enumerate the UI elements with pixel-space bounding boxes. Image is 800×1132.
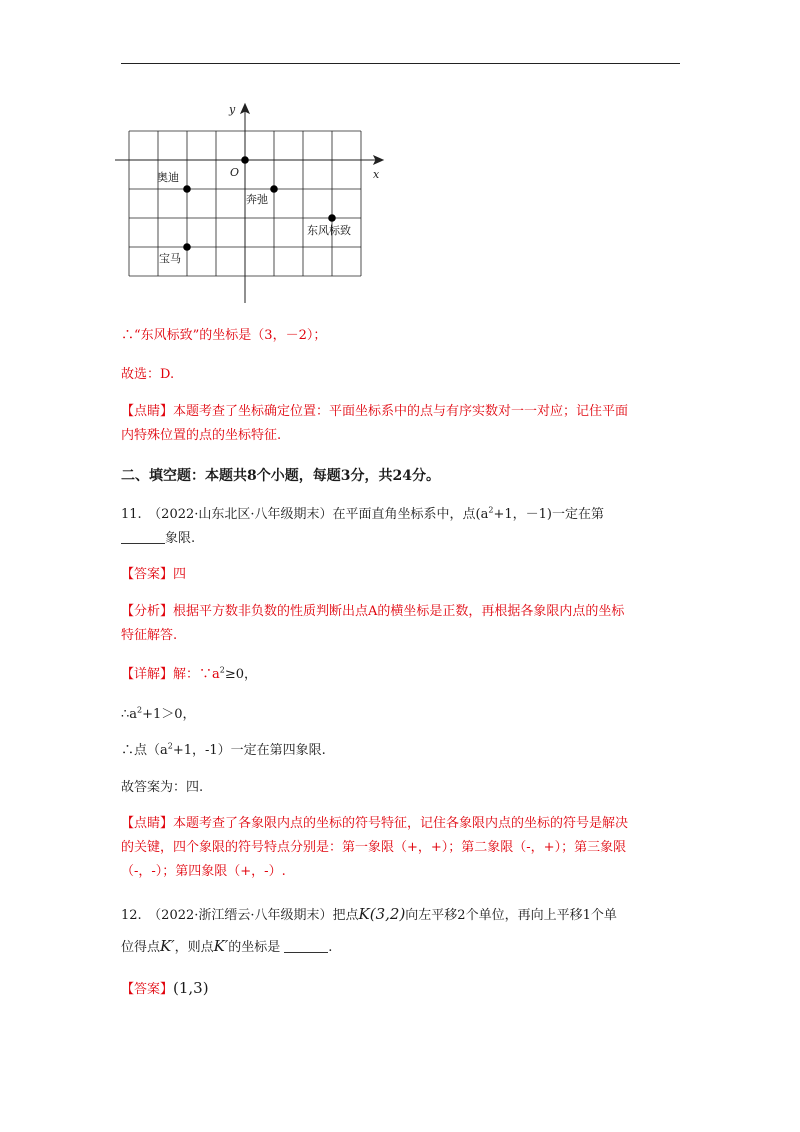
- question-11-sup: 2: [488, 505, 494, 515]
- answer-blank-12[interactable]: [284, 938, 328, 953]
- remark-q10: [121, 400, 681, 448]
- point-label: 宝马: [159, 252, 181, 265]
- remark-q11: [121, 812, 681, 884]
- detail-11-l1-post: ≥0，: [224, 667, 258, 682]
- point-label: 奥迪: [157, 171, 179, 184]
- detail-11-sup2: 2: [137, 705, 143, 715]
- point-dot: [328, 214, 336, 222]
- point-label: 东风标致: [307, 224, 351, 237]
- analysis-11-line1: 【分析】根据平方数非负数的性质判断出点A的横坐标是正数，再根据各象限内点的坐标: [121, 604, 625, 619]
- question-12-l2-mid: ，则点: [174, 940, 214, 955]
- detail-11-l2-post: +1＞0，: [142, 707, 196, 722]
- remark-q10-line2: 内特殊位置的点的坐标特征.: [121, 428, 282, 443]
- answer-blank[interactable]: [121, 529, 165, 544]
- axis-x-label: x: [373, 168, 380, 181]
- origin-label: O: [230, 166, 240, 179]
- question-12-line1: [121, 902, 681, 928]
- answer-11: 【答案】四: [121, 567, 187, 582]
- question-11-line2: [121, 527, 681, 551]
- point-dot: [183, 243, 191, 251]
- question-11-tail: 象限.: [165, 531, 196, 546]
- remark-q11-line2: 的关键，四个象限的符号特点分别是：第一象限（+，+）；第二象限（-，+）；第三象限: [121, 840, 627, 855]
- question-12-suffix: 向左平移2个单位，再向上平移1个单: [405, 908, 617, 923]
- section-heading: 二、填空题：本题共8个小题，每题3分，共24分。: [121, 468, 440, 484]
- question-12-kprime: K′: [160, 937, 175, 955]
- header-rule: [121, 63, 680, 64]
- remark-q10-line1: 【点睛】本题考查了坐标确定位置：平面坐标系中的点与有序实数对一一对应；记住平面: [121, 404, 629, 419]
- remark-q11-line1: 【点睛】本题考查了各象限内点的坐标的符号特征，记住各象限内点的坐标的符号是解决: [121, 816, 629, 831]
- question-11-prefix: 11. （2022·山东北区·八年级期末）在平面直角坐标系中，点(a: [121, 507, 489, 522]
- question-12-prefix: 12. （2022·浙江缙云·八年级期末）把点: [121, 908, 359, 923]
- detail-11-line3: [121, 741, 326, 761]
- point-dot: [270, 185, 278, 193]
- question-11-suffix: +1，－1)一定在第: [493, 507, 604, 522]
- detail-11-l3-post: +1，-1）一定在第四象限.: [172, 743, 326, 758]
- coordinate-grid: [115, 98, 395, 310]
- question-12-l2-post: 的坐标是: [228, 940, 281, 955]
- question-12-l2-pre: 位得点: [121, 940, 161, 955]
- question-12-kprime-2: K′: [213, 937, 229, 955]
- detail-11-sup3: 2: [167, 741, 173, 751]
- axis-y-label: y: [229, 103, 236, 116]
- question-11-line1: [121, 503, 681, 527]
- analysis-11: [121, 600, 681, 648]
- remark-q11-line3: （-，-）；第四象限（+，-）.: [121, 864, 286, 879]
- origin-dot: [241, 156, 249, 164]
- choice-text: 故选：D.: [121, 367, 175, 382]
- point-label: 奔弛: [246, 193, 268, 206]
- question-12-point: K(3,2): [358, 905, 406, 923]
- answer-12-value: (1,3): [173, 979, 209, 997]
- conclude-11: 故答案为：四.: [121, 780, 204, 795]
- detail-11-l2-pre: ∴a: [121, 707, 138, 722]
- detail-11-line2: [121, 705, 196, 725]
- question-12: [121, 902, 681, 960]
- analysis-11-line2: 特征解答.: [121, 628, 178, 643]
- question-12-line2: 位得点K′，则点K′的坐标是 .: [121, 937, 333, 955]
- coordinate-figure: [115, 98, 395, 310]
- conclusion-text: ∴“东风标致”的坐标是（3，－2）；: [121, 328, 327, 343]
- answer-12-label: 【答案】: [121, 982, 174, 997]
- detail-11-sup1: 2: [219, 665, 225, 675]
- detail-11-tag: 【详解】解：∵a: [121, 667, 220, 682]
- answer-12: [121, 978, 209, 1000]
- detail-11-l3-pre: ∴点（a: [121, 743, 168, 758]
- detail-11-line1: [121, 665, 257, 685]
- question-11: [121, 503, 681, 551]
- point-dot: [183, 185, 191, 193]
